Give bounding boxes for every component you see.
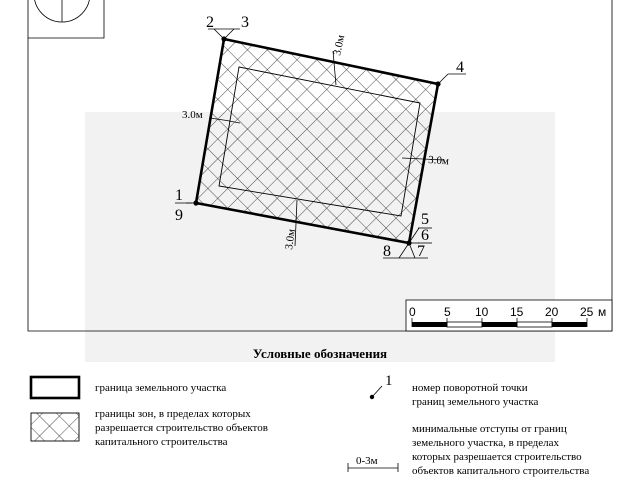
- legend: [31, 346, 589, 477]
- setback-top-label: 3.0м: [331, 33, 348, 57]
- point-label-5: 5: [421, 211, 429, 228]
- scale-tick-5: 5: [444, 305, 451, 319]
- scale-tick-10: 10: [475, 305, 489, 319]
- legend-setback-line1: минимальные отступы от границ: [412, 423, 567, 435]
- point-label-7: 7: [417, 243, 425, 260]
- legend-zones-line3: капитального строительства: [95, 436, 228, 448]
- setback-left-label: 3.0м: [182, 109, 203, 121]
- legend-title: Условные обозначения: [252, 346, 388, 361]
- setback-right-label: 3.0м: [427, 154, 450, 168]
- legend-turn-point-number: 1: [385, 373, 393, 389]
- legend-setback-line3: которых разрешается строительство: [412, 451, 582, 463]
- legend-zones-line2: разрешается строительство объектов: [95, 422, 268, 434]
- legend-zone-swatch: [31, 413, 79, 441]
- point-label-3: 3: [241, 14, 249, 31]
- legend-turn-point-line2: границ земельного участка: [412, 396, 539, 408]
- legend-zones-line1: границы зон, в пределах которых: [95, 408, 251, 420]
- legend-setback-line2: земельного участка, в пределах: [412, 437, 560, 449]
- scale-tick-0: 0: [409, 305, 416, 319]
- legend-boundary-text: граница земельного участка: [95, 382, 227, 394]
- point-label-2: 2: [206, 14, 214, 31]
- point-label-6: 6: [421, 227, 429, 244]
- scale-tick-20: 20: [545, 305, 559, 319]
- point-label-1: 1: [175, 187, 183, 204]
- point-label-4: 4: [456, 59, 464, 76]
- legend-setback-label: 0-3м: [356, 455, 378, 467]
- scale-bar: [406, 300, 612, 331]
- scale-bar-segments: [412, 322, 587, 327]
- scale-unit: м: [598, 305, 607, 319]
- north-arrow-icon: [34, 0, 90, 22]
- setback-bottom-label: 3.0м: [283, 228, 298, 251]
- legend-boundary-swatch: [31, 377, 79, 398]
- legend-turn-point-symbol: [370, 373, 393, 399]
- scale-tick-15: 15: [510, 305, 524, 319]
- point-label-9: 9: [175, 207, 183, 224]
- legend-turn-point-line1: номер поворотной точки: [412, 382, 528, 394]
- point-label-8: 8: [383, 243, 391, 260]
- legend-setback-line4: объектов капитального строительства: [412, 465, 590, 477]
- scale-tick-25: 25: [580, 305, 594, 319]
